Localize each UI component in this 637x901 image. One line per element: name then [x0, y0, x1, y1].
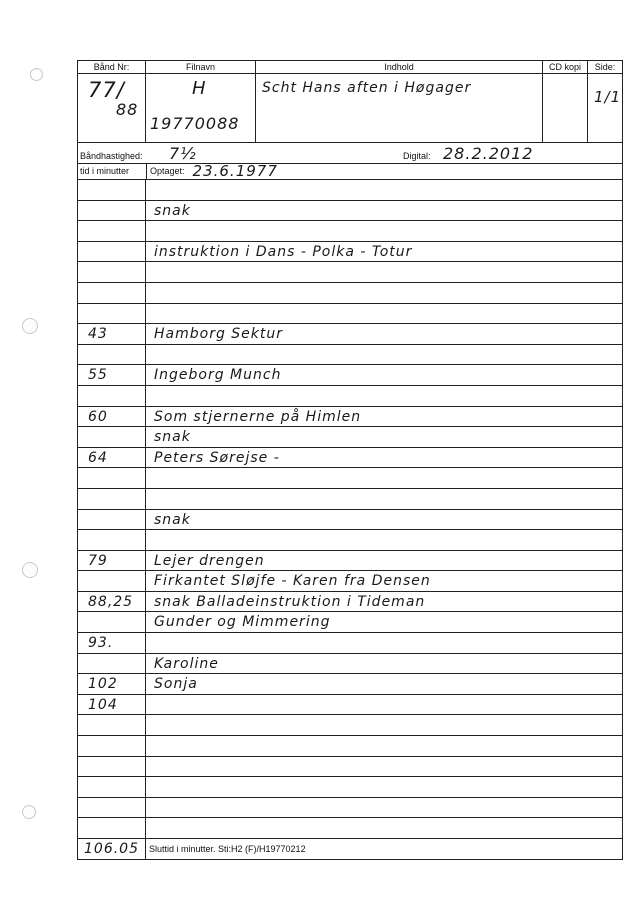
filnavn-top: H: [192, 78, 207, 99]
row-content: [146, 386, 622, 406]
punch-hole: [22, 562, 38, 578]
log-row: [78, 489, 622, 510]
band-nr-top: 77/: [88, 78, 125, 102]
row-time: [78, 818, 146, 838]
row-time: [78, 757, 146, 777]
row-content: [146, 757, 622, 777]
filnavn-label: Filnavn: [146, 61, 256, 73]
row-time: [78, 612, 146, 632]
indhold-label: Indhold: [256, 61, 543, 73]
log-row: [78, 530, 622, 551]
row-content: snak: [154, 429, 191, 446]
row-time: 60: [78, 407, 146, 427]
log-row: [78, 324, 622, 345]
log-row: [78, 407, 622, 428]
cd-kopi-label: CD kopi: [543, 61, 588, 73]
log-row: [78, 612, 622, 633]
row-content: snak: [154, 202, 191, 219]
row-time: [78, 489, 146, 509]
row-time: [78, 345, 146, 365]
row-time: 43: [78, 324, 146, 344]
row-time: [78, 468, 146, 488]
log-row: [78, 262, 622, 283]
row-content: snak Balladeinstruktion i Tideman: [154, 593, 426, 610]
speed-value: 7½: [169, 144, 197, 163]
band-nr-bottom: 88: [116, 100, 139, 119]
band-nr-label: Bånd Nr:: [78, 61, 146, 73]
end-time: 106.05: [78, 839, 146, 859]
row-content: Karoline: [154, 655, 219, 672]
row-content: snak: [154, 511, 191, 528]
row-time: [78, 283, 146, 303]
row-content: Gunder og Mimmering: [154, 614, 331, 631]
filnavn-cell: [146, 74, 256, 142]
record-row: [78, 74, 622, 143]
log-row: [78, 777, 622, 798]
optaget-cell: [147, 164, 278, 179]
log-row: [78, 468, 622, 489]
log-row: [78, 818, 622, 839]
row-content: [146, 633, 622, 653]
log-row: [78, 592, 622, 613]
footer-text: Sluttid i minutter. Sti:H2 (F)/H19770212: [149, 844, 306, 854]
row-time: 102: [78, 674, 146, 694]
row-content: Peters Sørejse -: [154, 449, 280, 466]
row-time: [78, 777, 146, 797]
row-content: [146, 798, 622, 818]
row-content: [146, 530, 622, 550]
log-row: [78, 345, 622, 366]
punch-hole: [22, 318, 38, 334]
side-cell: [588, 74, 622, 142]
row-time: [78, 221, 146, 241]
log-row: [78, 695, 622, 716]
log-row: [78, 283, 622, 304]
log-row: [78, 736, 622, 757]
footer-row: [78, 839, 622, 859]
indhold-text: Scht Hans aften i Høgager: [262, 80, 472, 96]
counter-row: [78, 164, 622, 180]
row-time: [78, 736, 146, 756]
row-time: 104: [78, 695, 146, 715]
band-nr-cell: [78, 74, 146, 142]
log-rows: [78, 180, 622, 839]
log-row: [78, 571, 622, 592]
digital-value: 28.2.2012: [443, 144, 534, 163]
log-row: [78, 757, 622, 778]
row-time: [78, 304, 146, 324]
row-content: [146, 818, 622, 838]
side-value: 1/1: [594, 88, 622, 106]
counter-label: tid i minutter: [78, 164, 147, 179]
row-time: 88,25: [78, 592, 146, 612]
row-time: [78, 180, 146, 200]
digital-label: Digital:: [403, 151, 431, 161]
row-content: Lejer drengen: [154, 552, 265, 569]
log-row: [78, 798, 622, 819]
header-row: [78, 61, 622, 74]
punch-hole: [22, 805, 36, 819]
log-row: [78, 674, 622, 695]
optaget-value: 23.6.1977: [192, 162, 278, 180]
indhold-cell: [256, 74, 543, 142]
tape-log-form: [77, 60, 623, 860]
row-time: [78, 798, 146, 818]
row-time: [78, 242, 146, 262]
row-time: [78, 715, 146, 735]
side-label: Side:: [594, 62, 616, 72]
row-time: [78, 262, 146, 282]
log-row: [78, 448, 622, 469]
row-time: [78, 530, 146, 550]
row-time: 93.: [78, 633, 146, 653]
row-time: [78, 201, 146, 221]
row-content: Hamborg Sektur: [154, 326, 284, 343]
speed-label: Båndhastighed:: [80, 151, 143, 161]
row-content: [146, 283, 622, 303]
row-time: 79: [78, 551, 146, 571]
row-time: 55: [78, 365, 146, 385]
row-content: [146, 345, 622, 365]
log-row: [78, 221, 622, 242]
log-row: [78, 365, 622, 386]
row-content: instruktion i Dans - Polka - Totur: [154, 243, 413, 260]
row-time: [78, 654, 146, 674]
log-row: [78, 201, 622, 222]
optaget-label: Optaget:: [150, 166, 185, 176]
row-content: Sonja: [154, 676, 198, 693]
row-content: Ingeborg Munch: [154, 367, 282, 384]
row-time: [78, 571, 146, 591]
row-content: Firkantet Sløjfe - Karen fra Densen: [154, 573, 431, 590]
row-content: [146, 715, 622, 735]
row-time: [78, 386, 146, 406]
log-row: [78, 510, 622, 531]
log-row: [78, 180, 622, 201]
row-time: [78, 510, 146, 530]
row-content: [146, 180, 622, 200]
speed-row: [78, 143, 622, 164]
row-content: [146, 736, 622, 756]
row-content: [146, 221, 622, 241]
log-row: [78, 633, 622, 654]
log-row: [78, 654, 622, 675]
filnavn-bottom: 19770088: [150, 114, 240, 133]
log-row: [78, 386, 622, 407]
row-content: [146, 695, 622, 715]
row-time: 64: [78, 448, 146, 468]
log-row: [78, 427, 622, 448]
punch-hole: [30, 68, 43, 81]
row-content: Som stjernerne på Himlen: [154, 408, 362, 425]
row-content: [146, 304, 622, 324]
log-row: [78, 551, 622, 572]
row-content: [146, 468, 622, 488]
log-row: [78, 715, 622, 736]
row-content: [146, 489, 622, 509]
row-content: [146, 262, 622, 282]
log-row: [78, 304, 622, 325]
row-content: [146, 777, 622, 797]
cd-kopi-cell: [543, 74, 588, 142]
row-time: [78, 427, 146, 447]
log-row: [78, 242, 622, 263]
